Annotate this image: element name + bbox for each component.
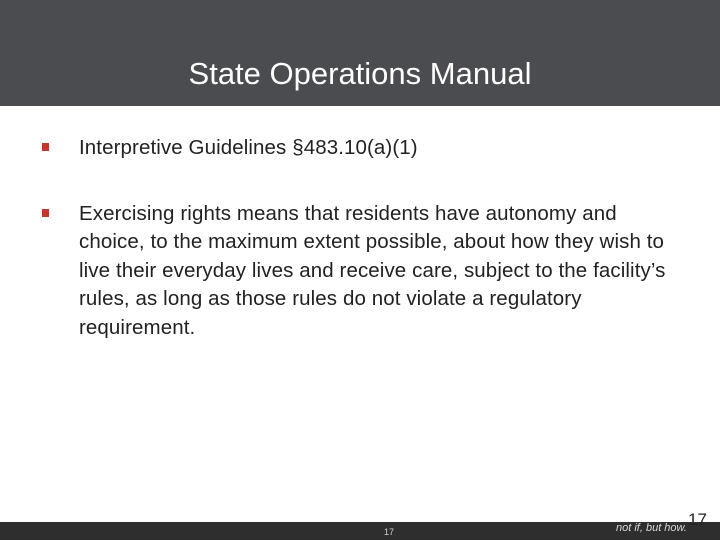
- footer-page-number: 17: [384, 527, 395, 537]
- slide-title: State Operations Manual: [188, 56, 532, 91]
- footer-bar: [0, 522, 720, 540]
- bullet-square-icon: [42, 143, 49, 151]
- bullet-text: Interpretive Guidelines §483.10(a)(1): [79, 136, 418, 159]
- bullet-item: [42, 200, 682, 343]
- bullet-square-icon: [42, 209, 49, 217]
- slide-page-number: 17: [688, 510, 707, 529]
- bullet-item: [42, 134, 682, 163]
- footer-logo-text: not if, but how.: [616, 522, 687, 534]
- title-bar: [0, 0, 720, 106]
- bullet-text: Exercising rights means that residents have autonomy and choice, to the maximum extent possible, about how they wish to live their everyday lives and receive care, subject to the facility’s rules, as long as those rules do not violate a regulatory requirement.: [79, 201, 666, 339]
- bullet-list: [42, 134, 682, 343]
